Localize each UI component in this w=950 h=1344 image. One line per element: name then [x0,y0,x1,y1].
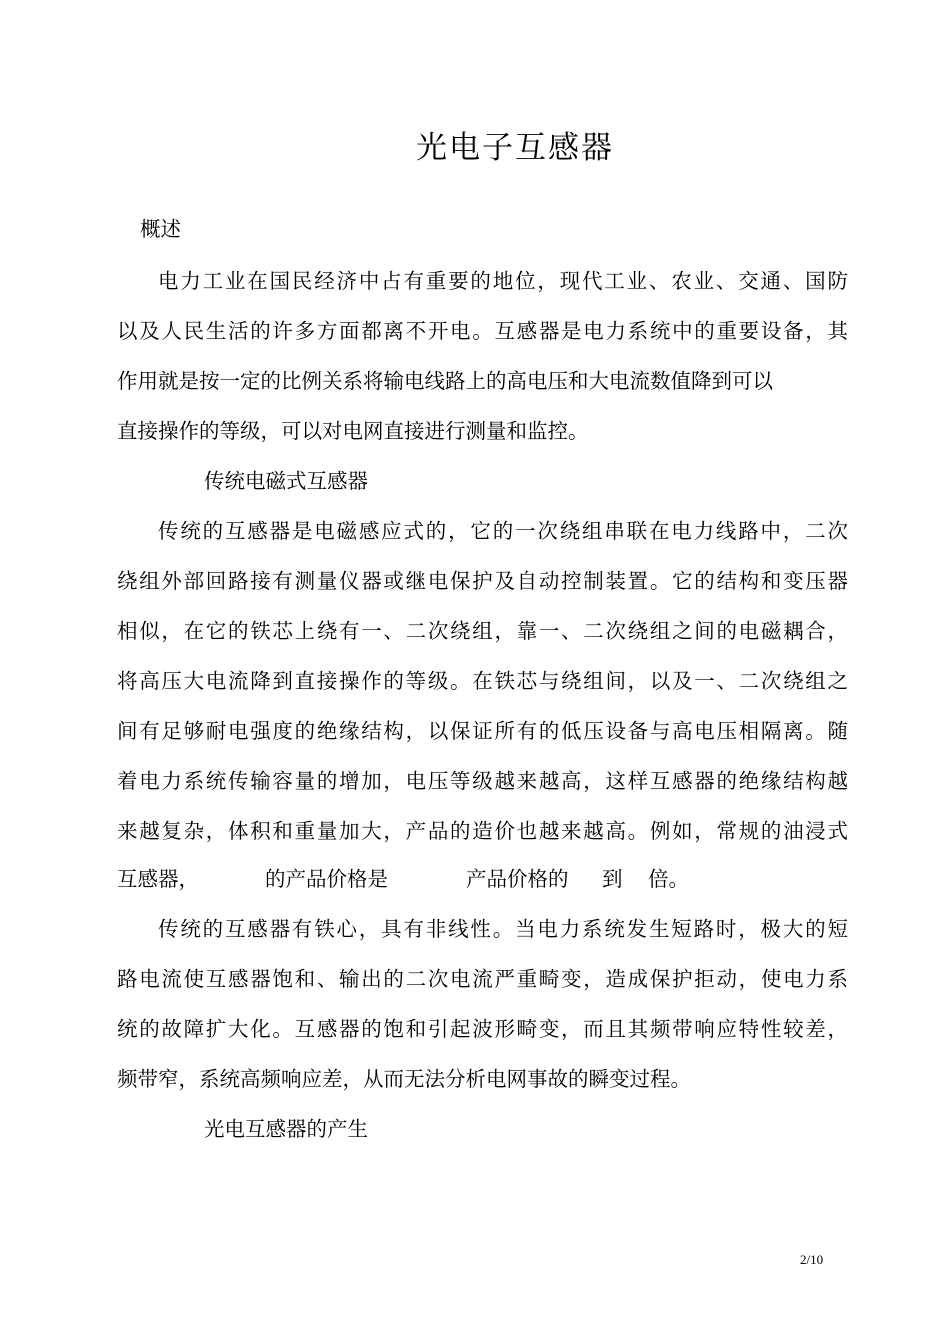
paragraph-line: 相似，在它的铁芯上绕有一、二次绕组，靠一、二次绕组之间的电磁耦合， [117,619,848,643]
paragraph-fragment: 倍。 [648,867,689,891]
document-title: 光电子互感器 [416,130,614,166]
paragraph-fragment: 到 [602,867,623,891]
paragraph-fragment: 互感器， [117,867,199,891]
paragraph-line: 着电力系统传输容量的增加，电压等级越来越高，这样互感器的绝缘结构越 [117,769,848,793]
paragraph-line: 频带窄，系统高频响应差，从而无法分析电网事故的瞬变过程。 [117,1067,691,1091]
paragraph-line: 间有足够耐电强度的绝缘结构，以保证所有的低压设备与高电压相隔离。随 [117,719,848,743]
paragraph-line: 传统的互感器是电磁感应式的，它的一次绕组串联在电力线路中，二次 [158,519,848,543]
paragraph-line: 传统的互感器有铁心，具有非线性。当电力系统发生短路时，极大的短 [158,917,848,941]
paragraph-fragment: 的产品价格是 [265,867,388,891]
section-heading-overview: 概述 [140,217,181,241]
paragraph-line: 将高压大电流降到直接操作的等级。在铁芯与绕组间，以及一、二次绕组之 [117,669,848,693]
paragraph-line: 电力工业在国民经济中占有重要的地位，现代工业、农业、交通、国防 [158,269,848,293]
paragraph-line: 来越复杂，体积和重量加大，产品的造价也越来越高。例如，常规的油浸式 [117,819,848,843]
paragraph-line: 以及人民生活的许多方面都离不开电。互感器是电力系统中的重要设备，其 [117,319,848,343]
paragraph-line: 路电流使互感器饱和、输出的二次电流严重畸变，造成保护拒动，使电力系 [117,967,848,991]
section-heading-origin: 光电互感器的产生 [204,1117,368,1141]
paragraph-line: 统的故障扩大化。互感器的饱和引起波形畸变，而且其频带响应特性较差， [117,1017,848,1041]
paragraph-line: 作用就是按一定的比例关系将输电线路上的高电压和大电流数值降到可以 [117,369,773,393]
page-number: 2/10 [800,1252,824,1267]
paragraph-line: 绕组外部回路接有测量仪器或继电保护及自动控制装置。它的结构和变压器 [117,569,848,593]
section-heading-traditional: 传统电磁式互感器 [204,469,368,493]
paragraph-fragment: 产品价格的 [466,867,569,891]
paragraph-line: 直接操作的等级，可以对电网直接进行测量和监控。 [117,419,589,443]
